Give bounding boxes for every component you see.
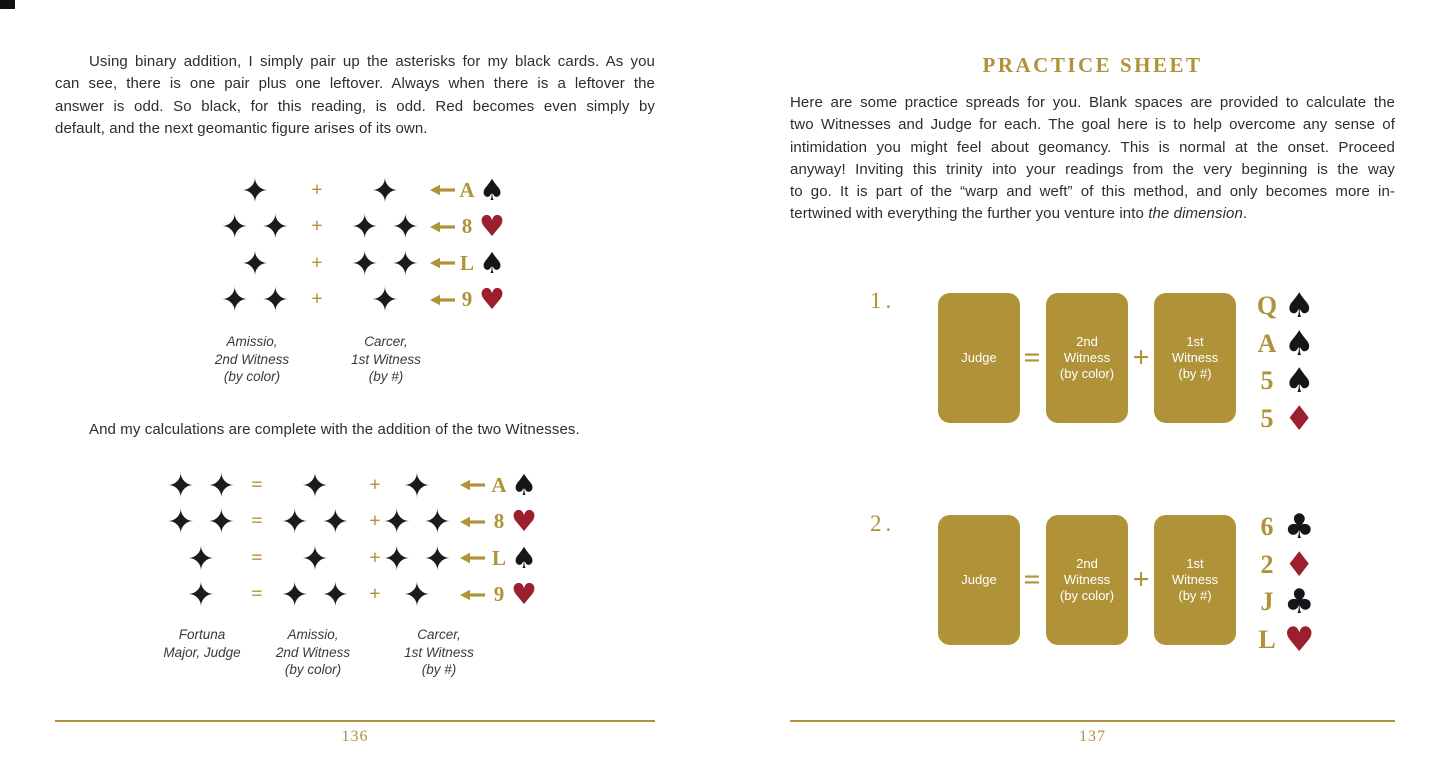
practice-item-number: 1.	[870, 288, 896, 313]
geomantic-figure-row	[325, 282, 445, 319]
spade-suit-icon: ♠	[1284, 286, 1315, 326]
card-box-label-line: Witness	[1171, 350, 1219, 365]
equals-sign: =	[251, 473, 263, 496]
practice-item-number: 2.	[870, 511, 896, 536]
spade-suit-icon: ♠	[1284, 361, 1315, 401]
figure-label-line: 2nd Witness	[275, 644, 351, 660]
witness-addition-diagram	[55, 172, 655, 318]
four-pointed-star-icon: ✦	[187, 575, 215, 615]
heart-suit-icon: ♥	[479, 209, 505, 244]
plus-sign: +	[311, 251, 323, 274]
operator-plus	[297, 245, 337, 282]
figure-label-line: 2nd Witness	[214, 351, 290, 367]
card-box-label-line: (by #)	[1178, 366, 1212, 381]
four-pointed-star-icon: ✦	[166, 502, 195, 542]
spade-suit-icon: ♠	[1284, 323, 1315, 364]
paragraph-calculations	[55, 419, 655, 441]
card-rank: 5	[1260, 403, 1274, 433]
plus-sign: +	[1132, 563, 1150, 596]
card-box-label-line: 1st	[1186, 334, 1204, 349]
equals-sign: =	[251, 510, 263, 533]
second-witness-card-box	[1046, 515, 1128, 645]
operator-plus	[297, 172, 337, 209]
card-rank: A	[1257, 328, 1277, 358]
spade-suit-icon: ♠	[479, 172, 505, 207]
page-number: 136	[341, 728, 369, 745]
figure-label-line: Major, Judge	[163, 644, 241, 660]
paragraph-line-text: .	[1242, 205, 1248, 223]
card-box-label-line: 2nd	[1076, 556, 1098, 571]
card-rank: Q	[1256, 291, 1278, 320]
four-pointed-star-icon: ✦	[321, 575, 350, 615]
operator-equals	[237, 540, 277, 577]
diamond-suit-icon: ♦	[1284, 398, 1315, 439]
plus-sign: +	[369, 473, 381, 496]
geomantic-figure-row	[325, 245, 445, 282]
heart-suit-icon: ♥	[511, 577, 537, 612]
left-arrow-icon	[460, 467, 486, 504]
plus-sign: +	[311, 178, 323, 201]
paragraph-line: can see, there is one pair plus one leftover. Always when there is a leftover the	[55, 75, 655, 93]
practice-card	[1252, 287, 1314, 325]
card-rank: A	[459, 177, 475, 202]
judge-card-box	[938, 293, 1020, 423]
equals-sign: =	[1023, 563, 1041, 596]
page-right	[790, 0, 1395, 774]
four-pointed-star-icon: ✦	[241, 170, 269, 210]
left-arrow-icon	[460, 540, 486, 577]
figure-label	[177, 333, 327, 386]
four-pointed-star-icon: ✦	[423, 502, 452, 542]
practice-card	[1252, 362, 1314, 400]
equals-sign: =	[251, 546, 263, 569]
paragraph-line: intimidation you might feel about geomancy. This is normal at the onset. Proceed	[790, 138, 1395, 156]
four-pointed-star-icon: ✦	[280, 502, 309, 542]
figure-label	[364, 626, 514, 679]
geomantic-figure-row	[325, 209, 445, 246]
paragraph-line: two Witnesses and Judge for each. The goal here is to help overcome any sense of	[790, 116, 1395, 134]
figure-label-line: (by #)	[368, 369, 404, 384]
four-pointed-star-icon: ✦	[403, 465, 431, 505]
operator-plus	[297, 282, 337, 319]
card-box-label-line: Witness	[1063, 572, 1111, 587]
spade-suit-icon: ♠	[479, 245, 505, 280]
scan-artifact	[0, 0, 15, 9]
four-pointed-star-icon: ✦	[391, 243, 420, 283]
card-rank: 9	[493, 582, 505, 607]
equals-sign: =	[251, 583, 263, 606]
card-box-label-line: 2nd	[1076, 334, 1098, 349]
paragraph-binary-addition	[55, 51, 655, 140]
four-pointed-star-icon: ✦	[220, 207, 249, 247]
paragraph-line	[790, 203, 1395, 225]
card-rank: 8	[461, 214, 473, 239]
judge-equation-diagram	[55, 467, 655, 613]
four-pointed-star-icon: ✦	[207, 465, 236, 505]
operator-plus	[355, 540, 395, 577]
card-box-label-line: Witness	[1063, 350, 1111, 365]
card-rank: 2	[1260, 549, 1274, 579]
figure-label-line: 1st Witness	[351, 351, 421, 367]
four-pointed-star-icon: ✦	[207, 502, 236, 542]
card-rank: A	[491, 472, 507, 497]
figure-label-line: (by color)	[284, 662, 342, 677]
four-pointed-star-icon: ✦	[321, 502, 350, 542]
spade-suit-icon: ♠	[511, 467, 537, 502]
operator-equals	[237, 467, 277, 504]
second-witness-card-box	[1046, 293, 1128, 423]
four-pointed-star-icon: ✦	[371, 280, 399, 320]
practice-card	[1252, 546, 1314, 584]
four-pointed-star-icon: ✦	[350, 207, 379, 247]
paragraph-practice-intro	[790, 92, 1395, 226]
operator-plus	[355, 504, 395, 541]
heart-suit-icon: ♥	[479, 282, 505, 317]
card-rank: L	[1258, 624, 1276, 654]
page-title: PRACTICE SHEET	[982, 53, 1203, 77]
paragraph-line: default, and the next geomantic figure arises of its own.	[55, 119, 428, 137]
first-witness-card-box	[1154, 515, 1236, 645]
four-pointed-star-icon: ✦	[301, 465, 329, 505]
figure-label-line: 1st Witness	[404, 644, 474, 660]
four-pointed-star-icon: ✦	[280, 575, 309, 615]
four-pointed-star-icon: ✦	[350, 243, 379, 283]
plus-sign: +	[369, 510, 381, 533]
footer-rule	[55, 720, 655, 722]
four-pointed-star-icon: ✦	[220, 280, 249, 320]
heart-suit-icon: ♥	[511, 504, 537, 539]
italic-phrase: the dimension	[1148, 205, 1243, 223]
paragraph-line: Using binary addition, I simply pair up the asterisks for my black cards. As you	[89, 53, 655, 70]
four-pointed-star-icon: ✦	[371, 170, 399, 210]
heart-suit-icon: ♥	[1284, 619, 1315, 660]
four-pointed-star-icon: ✦	[403, 575, 431, 615]
judge-card-box	[938, 515, 1020, 645]
plus-sign: +	[1132, 341, 1150, 374]
first-witness-card-box	[1154, 293, 1236, 423]
diamond-suit-icon: ♦	[1284, 544, 1315, 585]
plus-sign: +	[369, 583, 381, 606]
card-rank: 9	[461, 287, 473, 312]
practice-card	[1252, 621, 1314, 659]
paragraph-line: And my calculations are complete with the addition of the two Witnesses.	[89, 421, 580, 438]
figure-label-line: (by #)	[421, 662, 457, 677]
figure-label-line: Fortuna	[178, 627, 226, 642]
plus-sign: +	[369, 546, 381, 569]
equals-sign: =	[1023, 341, 1041, 374]
footer-rule	[790, 720, 1395, 722]
card-box-label-line: (by #)	[1178, 588, 1212, 603]
operator-plus	[297, 209, 337, 246]
card-box-label-line: Judge	[961, 572, 997, 587]
figure-label-line: Carcer,	[364, 334, 408, 349]
four-pointed-star-icon: ✦	[166, 465, 195, 505]
plus-sign: +	[311, 215, 323, 238]
left-arrow-icon	[460, 577, 486, 614]
card-box-label-line: (by color)	[1059, 588, 1115, 603]
paragraph-line: to go. It is part of the “warp and weft” of this method, and only becomes more in-	[790, 183, 1395, 201]
practice-card	[1252, 400, 1314, 438]
four-pointed-star-icon: ✦	[391, 207, 420, 247]
left-arrow-icon	[460, 504, 486, 541]
plus-sign: +	[311, 288, 323, 311]
four-pointed-star-icon: ✦	[187, 538, 215, 578]
four-pointed-star-icon: ✦	[261, 207, 290, 247]
paragraph-line: answer is odd. So black, for this reading, is odd. Red becomes even simply by	[55, 97, 655, 115]
card-box-label-line: Judge	[961, 350, 997, 365]
practice-card	[1252, 508, 1314, 546]
four-pointed-star-icon: ✦	[423, 538, 452, 578]
card-rank: L	[459, 250, 474, 275]
club-suit-icon: ♣	[1284, 507, 1315, 547]
operator-plus	[355, 467, 395, 504]
card-rank: J	[1260, 587, 1274, 616]
figure-label	[311, 333, 461, 386]
geomantic-figure-row	[325, 172, 445, 209]
four-pointed-star-icon: ✦	[261, 280, 290, 320]
figure-label-line: Amissio,	[226, 334, 278, 349]
spade-suit-icon: ♠	[511, 540, 537, 575]
paragraph-line-text: tertwined with everything the further you venture into	[790, 205, 1149, 223]
four-pointed-star-icon: ✦	[382, 502, 411, 542]
card-rank: 8	[493, 509, 505, 534]
card-box-label-line: Witness	[1171, 572, 1219, 587]
paragraph-line: Here are some practice spreads for you. Blank spaces are provided to calculate the	[790, 94, 1395, 111]
page-number: 137	[1079, 728, 1106, 745]
figure-label-line: (by color)	[223, 369, 281, 384]
card-rank: 5	[1260, 366, 1274, 395]
four-pointed-star-icon: ✦	[301, 538, 329, 578]
operator-equals	[237, 577, 277, 614]
figure-label-line: Amissio,	[287, 627, 339, 642]
paragraph-line: anyway! Inviting this trinity into your readings from the very beginning is the way	[790, 160, 1395, 178]
card-rank: L	[491, 545, 506, 570]
figure-label-line: Carcer,	[417, 627, 461, 642]
card-box-label-line: (by color)	[1059, 366, 1115, 381]
card-box-label-line: 1st	[1186, 556, 1204, 571]
practice-card	[1252, 583, 1314, 621]
operator-equals	[237, 504, 277, 541]
four-pointed-star-icon: ✦	[382, 538, 411, 578]
card-rank: 6	[1260, 512, 1274, 541]
operator-plus	[355, 577, 395, 614]
practice-card	[1252, 325, 1314, 363]
club-suit-icon: ♣	[1284, 582, 1315, 622]
four-pointed-star-icon: ✦	[241, 243, 269, 283]
page-left	[55, 0, 655, 774]
